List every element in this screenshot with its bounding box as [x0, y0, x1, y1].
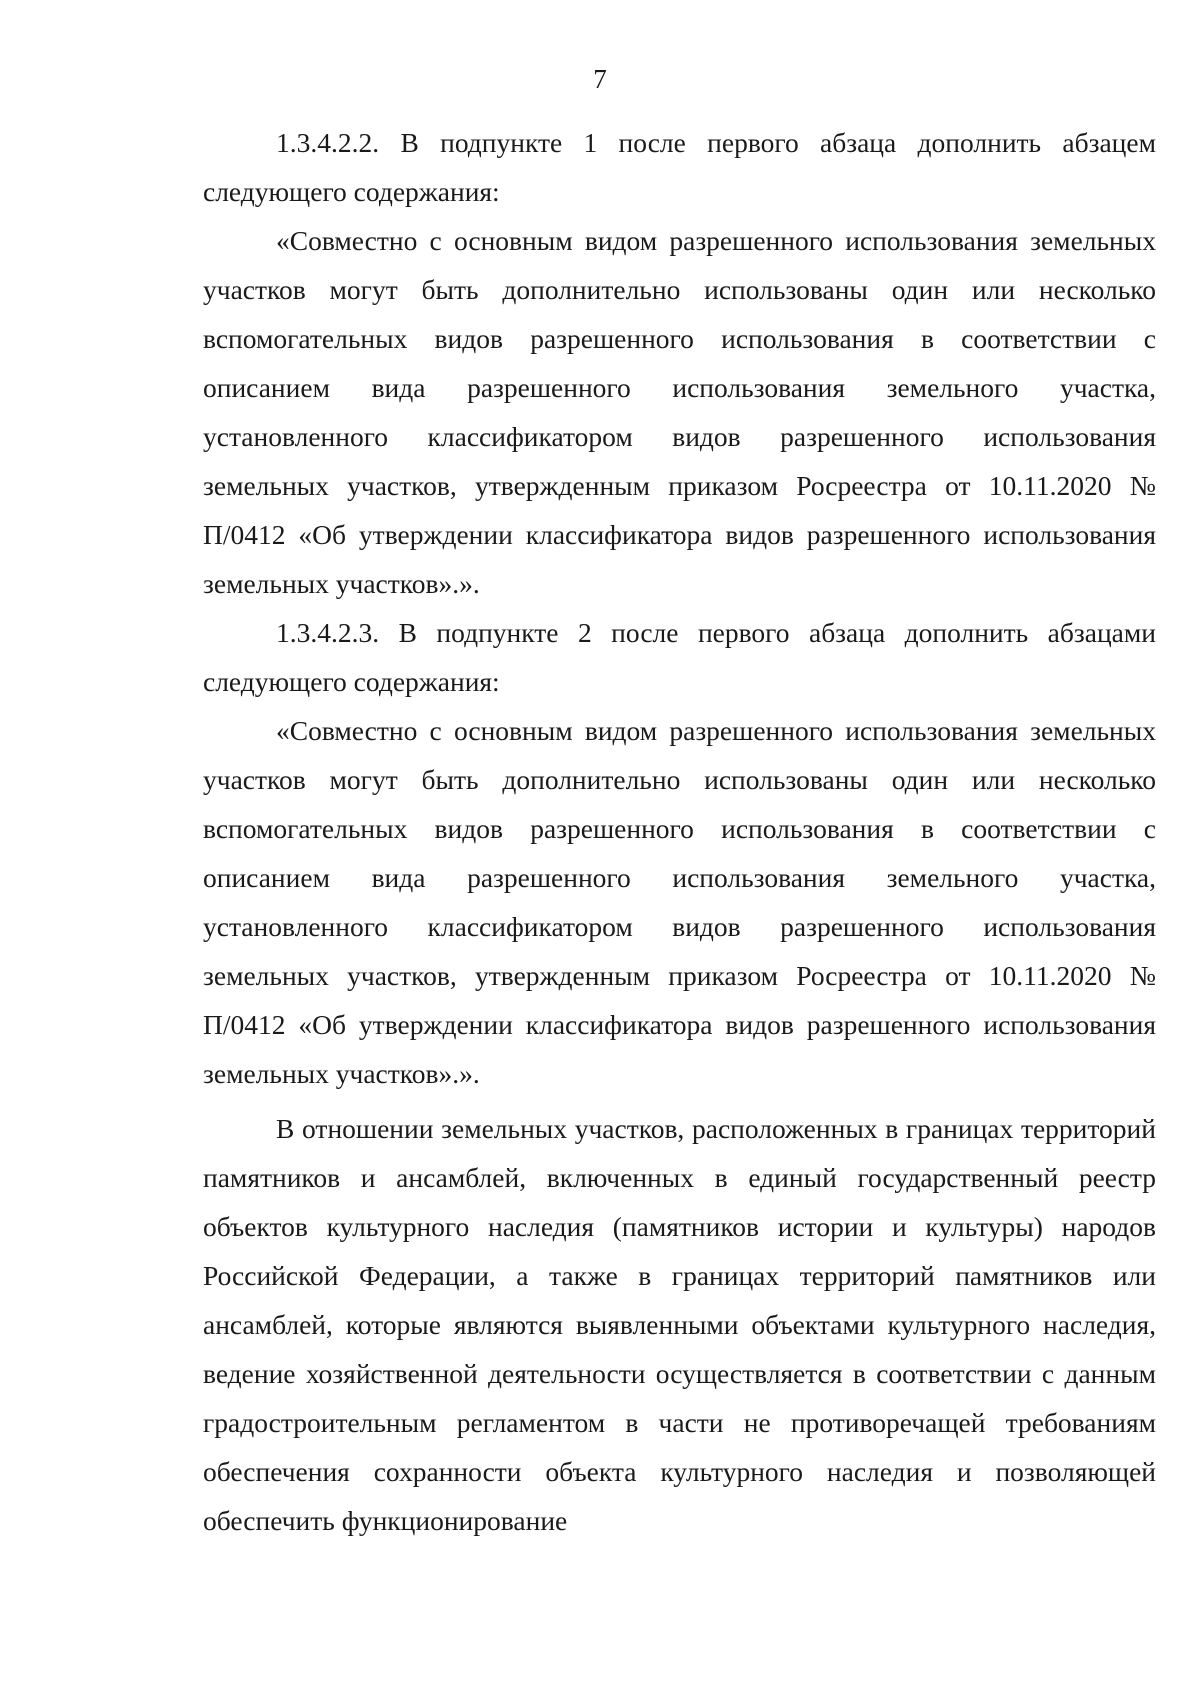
paragraph-inserted-text-1: «Совместно с основным видом разрешенного использования земельных участков могут быть дополнительно использованы один или несколько вспомогательных видов разрешенного использования в соответствии с описанием вида разрешенного использования земельного участка, установленного классификатором видов разрешенного использования земельных участков, утвержденным приказом Росреестра от 10.11.2020 № П/0412 «Об утверждении классификатора видов разрешенного использования земельных участков».».: [203, 225, 1156, 599]
paragraph-inserted-text-2: «Совместно с основным видом разрешенного использования земельных участков могут быть дополнительно использованы один или несколько вспомогательных видов разрешенного использования в соответствии с описанием вида разрешенного использования земельного участка, установленного классификатором видов разрешенного использования земельных участков, утвержденным приказом Росреестра от 10.11.2020 № П/0412 «Об утверждении классификатора видов разрешенного использования земельных участков».».: [203, 715, 1156, 1089]
document-body: [203, 118, 1156, 1545]
paragraph-1-3-4-2-2: 1.3.4.2.2. В подпункте 1 после первого абзаца дополнить абзацем следующего содержания:: [203, 127, 1156, 207]
page-number: 7: [593, 64, 607, 94]
paragraph-1-3-4-2-3: 1.3.4.2.3. В подпункте 2 после первого абзаца дополнить абзацами следующего содержания:: [203, 617, 1156, 697]
paragraph-cultural-heritage: В отношении земельных участков, расположенных в границах территорий памятников и ансамблей, включенных в единый государственный реестр объектов культурного наследия (памятников истории и культуры) народов Российской Федерации, а также в границах территорий памятников или ансамблей, которые являются выявленными объектами культурного наследия, ведение хозяйственной деятельности осуществляется в соответствии с данным градостроительным регламентом в части не противоречащей требованиям обеспечения сохранности объекта культурного наследия и позволяющей обеспечить функционирование: [203, 1113, 1156, 1536]
